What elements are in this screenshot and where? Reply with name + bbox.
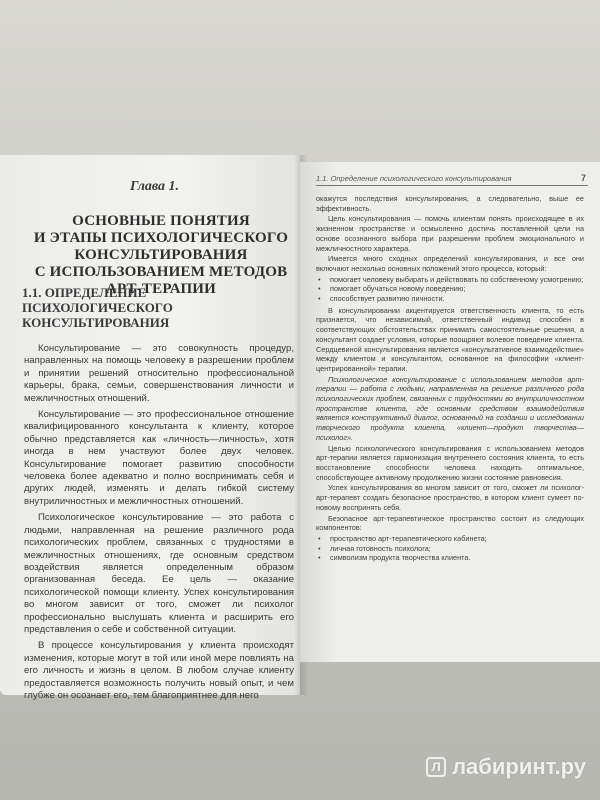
paragraph: Консультирование — это профессиональное отношение квалифицированного консультанта к клиенту, которое обычно представляется как «личность—личность», хотя иногда в нем участвуют более двух человек. Консультирование помогает развитию способности человека более адекватно и полно воспринимать себя и других людей, изменять и делать гибкой систему внутриличностных и межличностных отношений. — [24, 409, 294, 507]
running-header: 1.1. Определение психологического консультирования — [316, 174, 588, 186]
watermark-text: лабиринт.ру — [452, 754, 586, 779]
chapter-title-line: С ИСПОЛЬЗОВАНИЕМ МЕТОДОВ — [34, 264, 288, 280]
page-number: 7 — [580, 173, 586, 183]
left-body-text — [24, 343, 294, 706]
section-title — [22, 285, 294, 330]
paragraph: Безопасное арт-терапевтическое пространство состоит из следующих компонентов: — [316, 513, 584, 533]
chapter-title-line: КОНСУЛЬТИРОВАНИЯ — [74, 247, 248, 263]
list-item: • пространство арт-терапевтического кабинета; — [316, 534, 584, 544]
chapter-title-line: И ЭТАПЫ ПСИХОЛОГИЧЕСКОГО — [33, 230, 289, 246]
paragraph: В процессе консультирования у клиента происходят изменения, которые могут в той или иной мере повлиять на его личность и жизнь в целом. В любом случае клиенту предоставляется возможность получить новый опыт, и чем глубже он осознает его, тем благоприятнее для него — [24, 640, 294, 701]
paragraph: В консультировании акцентируется ответственность клиента, то есть признается, что независимый, ответственный индивид способен в соответствующих обстоятельствах принимать самостоятельные решения, а консультант создает условия, которые поощряют волевое поведение клиента. Сердцевиной консультирования является «консультативное взаимодействие» между клиентом и консультантом, основанное на философии «клиент-центрированной» терапии. — [316, 305, 584, 373]
bullet-list — [316, 275, 584, 304]
chapter-title-line: АРТ-ТЕРАПИИ — [105, 281, 217, 297]
paragraph: Консультирование — это совокупность процедур, направленных на помощь человеку в разрешении проблем и принятии решений относительно профессиональной карьеры, брака, семьи, совершенствования личности и межличностных отношений. — [24, 343, 294, 404]
section-title-line: 1.1. ОПРЕДЕЛЕНИЕ ПСИХОЛОГИЧЕСКОГО — [22, 285, 173, 315]
paragraph: Успех консультирования во многом зависит от того, сможет ли психолог-арт-терапевт создать безопасное пространство, в котором клиент сумеет по-новому воспринять себя. — [316, 483, 584, 512]
section-title-line: КОНСУЛЬТИРОВАНИЯ — [22, 315, 170, 330]
list-item: • символизм продукта творчества клиента. — [316, 553, 584, 563]
open-book — [0, 150, 600, 701]
list-item: • личная готовность психолога; — [316, 544, 584, 554]
right-body-text — [316, 194, 584, 565]
labirint-logo-icon: л — [426, 757, 446, 777]
list-item: • помогает обучаться новому поведению; — [316, 284, 584, 294]
paragraph: Имеется много сходных определений консультирования, и все они включают несколько основных положений этого процесса, который: — [316, 254, 584, 273]
labirint-watermark — [426, 754, 586, 780]
chapter-label: Глава 1. — [130, 179, 180, 194]
paragraph-italic: Психологическое консультирование с использованием методов арт-терапии — работа с людьми, направленная на решение различного рода психологических проблем, связанных с трудностями во внутриличностном пространстве клиента, где основным средством взаимодействия является конструктивный диалог, основанный на создании и исследовании творческого продукта клиента, «клиент—продукт творчества—психолог». — [316, 374, 584, 442]
paragraph: окажутся последствия консультирования, а следовательно, выше ее эффективность. — [316, 194, 584, 213]
paragraph: Психологическое консультирование — это работа с людьми, направленная на решение различного рода психологических проблем, связанных с трудностями в межличностных отношениях, где основным средством воздействия является определенным образом организованная беседа. Ее цель — оказание психологической помощи клиенту. Успех консультирования во многом зависит от того, сможет ли психолог профессионально выслушать клиента и расширить его представления о себе и собственной ситуации. — [24, 512, 294, 635]
list-item: • способствует развитию личности. — [316, 294, 584, 304]
list-item: • помогает человеку выбирать и действовать по собственному усмотрению; — [316, 275, 584, 285]
left-page — [0, 155, 300, 701]
paragraph: Целью психологического консультирования с использованием методов арт-терапии является гармонизация внутреннего состояния клиента, то есть восстановление способности человека находить оптимальное, способствующее активному продолжению жизни состояние равновесия. — [316, 443, 584, 482]
paragraph: Цель консультирования — помочь клиентам понять происходящее в их жизненном пространстве и осмысленно достичь поставленной цели на основе осознанного выбора при разрешении проблем эмоционального и межличностного характера. — [316, 214, 584, 253]
right-page — [300, 162, 600, 662]
chapter-title-line: ОСНОВНЫЕ ПОНЯТИЯ — [72, 213, 250, 229]
bullet-list — [316, 534, 584, 563]
